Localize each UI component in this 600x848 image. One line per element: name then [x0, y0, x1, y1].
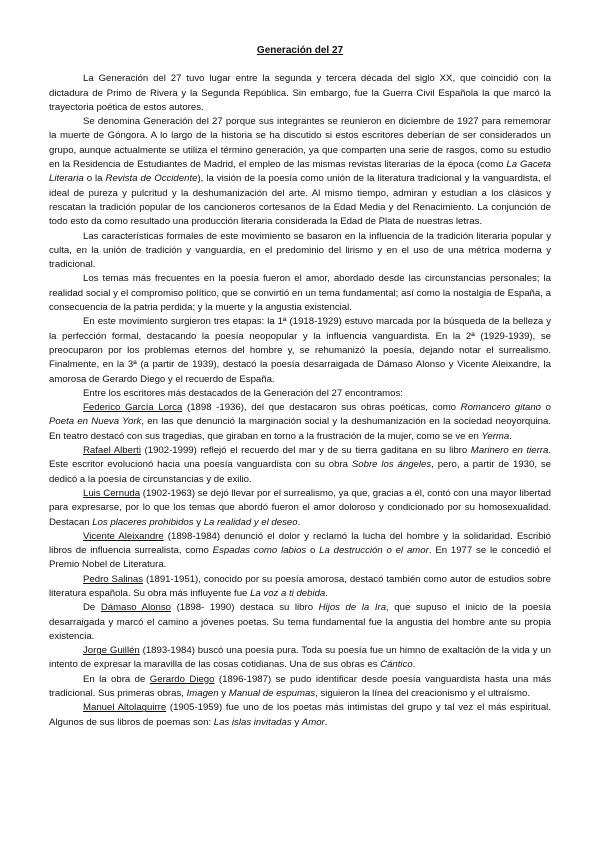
work-title: Manual de espumas	[228, 688, 316, 700]
document-body	[49, 72, 551, 730]
work-title: La realidad y el deseo	[203, 516, 298, 528]
text-run: y	[193, 516, 204, 528]
text-run: .	[297, 516, 301, 528]
paragraph	[49, 315, 551, 386]
work-title: Romancero gitano	[460, 402, 542, 414]
text-run: De	[83, 602, 101, 614]
paragraph	[49, 644, 551, 673]
work-title: Marinero en tierra	[470, 445, 549, 457]
paragraph	[49, 230, 551, 273]
text-run: .	[509, 430, 512, 442]
author-name: Pedro Salinas	[83, 573, 144, 585]
text-run: , siguieron la línea del creacionismo y el ultraísmo.	[315, 688, 531, 700]
text-run: (1905-1959) fue uno de los poetas más intimistas del grupo y tal vez el más espiritual. Algunos de sus libros de poemas son:	[49, 702, 551, 728]
author-name: Vicente Aleixandre	[83, 530, 164, 542]
paragraph	[49, 530, 551, 573]
paragraph	[49, 487, 551, 530]
paragraph	[49, 115, 551, 229]
text-run: .	[325, 587, 328, 599]
text-run: La Generación del 27 tuvo lugar entre la segunda y tercera década del siglo XX, que coincidió con la dictadura de Primo de Rivera y la Segunda República. Sin embargo, fue la Guerra Civil Española la que marcó la trayectoria poética de estos autores.	[49, 73, 551, 113]
paragraph	[49, 444, 551, 487]
document-title: Generación del 27	[256, 45, 344, 56]
text-run: . En 1977 se le concedió el Premio Nobel de Literatura.	[49, 545, 551, 571]
text-run: , en las que denunció la marginación social y la deshumanización en la sociedad neoyorquina. En teatro destacó con sus tragedias, que giraban en torno a la frustración de la mujer, como se ve en	[49, 416, 551, 442]
text-run: (1898 -1936), del que destacaron sus obras poéticas, como	[182, 402, 461, 414]
text-run: (1898-1984) denunció el dolor y reclamó la lucha del hombre y la solidaridad. Escribió libros de influencia surrealista, como	[49, 530, 551, 557]
text-run: Los temas más frecuentes en la poesía fueron el amor, abordado desde las circunstancias personales; la realidad social y el compromiso político, que se convirtió en un tema fundamental; así como la nostalgia de España, a consecuencia de la patria perdida; y la muerte y la angustia existencial.	[49, 273, 551, 314]
text-run: (1891-1951), conocido por su poesía amorosa, destacó también como autor de estudios sobre literatura española. Su obra más influyente fue	[49, 573, 552, 599]
paragraph	[49, 387, 551, 401]
work-title: Espadas como labios	[212, 545, 307, 557]
work-title: La Gaceta Literaria	[49, 159, 551, 185]
author-name: Luis Cernuda	[83, 487, 141, 499]
work-title: Poeta en Nueva York	[49, 416, 142, 428]
work-title: La voz a ti debida	[250, 587, 326, 599]
paragraph	[49, 573, 551, 602]
text-run: o la	[83, 173, 106, 185]
text-run: . Este escritor evolucionó hacia una poesía vanguardista con su obra	[49, 445, 551, 471]
text-run: Entre los escritores más destacados de la Generación del 27 encontramos:	[83, 387, 403, 399]
text-run: y	[291, 716, 302, 728]
paragraph	[49, 272, 551, 315]
text-run: Las características formales de este movimiento se basaron en la influencia de la tradición literaria popular y culta, en la unión de tradición y vanguardia, en el predominio del lirismo y en el uso de una métrica moderna y tradicional.	[49, 230, 551, 271]
work-title: Los placeres prohibidos	[92, 516, 194, 528]
work-title: Las islas invitadas	[213, 716, 292, 728]
author-name: Rafael Alberti	[83, 445, 141, 457]
work-title: Revista de Occidente	[105, 173, 198, 185]
text-run: (1896-1987) se pudo identificar desde poesía vanguardista hasta una más tradicional. Sus primeras obras,	[49, 673, 551, 700]
paragraph	[49, 673, 551, 702]
text-run: Se denomina Generación del 27 porque sus integrantes se reunieron en diciembre de 1927 para rememorar la muerte de Góngora. A lo largo de la historia se ha discutido si estos escritores deberían de ser considerados un grupo, aunque actualmente se utiliza el término generación, ya que comparten una serie de rasgos, como su estudio en la Residencia de Estudiantes de Madrid, el empleo de las mismas revistas literarias de la época (como	[49, 116, 551, 171]
work-title: Yerma	[481, 430, 510, 442]
author-name: Jorge Guillén	[83, 645, 140, 657]
text-run: (1902-1963) se dejó llevar por el surrealismo, ya que, gracias a él, contó con una mayor libertad para expresarse, por lo que los temas que abordó fueron el amor doloroso y condicionado por su homosexualidad. Destacan	[49, 487, 551, 528]
paragraph	[49, 701, 551, 730]
text-run: o	[541, 402, 551, 414]
text-run: En la obra de	[83, 673, 150, 685]
author-name: Dámaso Alonso	[100, 602, 171, 614]
work-title: Sobre los ángeles	[351, 459, 432, 471]
text-run: (1893-1984) buscó una poesía pura. Toda su poesía fue un himno de exaltación de la vida y un intento de expresar la maravilla de las cosas cotidianas. Una de sus obras es	[49, 645, 551, 671]
work-title: Cántico	[380, 659, 413, 671]
paragraph	[49, 601, 551, 644]
text-run: o	[306, 545, 320, 557]
text-run: , pero, a partir de 1930, se dedicó a la poesía de circunstancias y de exilio.	[49, 459, 552, 485]
author-name: Manuel Altolaguirre	[83, 702, 167, 714]
text-run: .	[412, 659, 416, 671]
text-run: En este movimiento surgieron tres etapas: la 1ª (1918-1929) estuvo marcada por la búsqueda de la belleza y la perfección formal, destacando la poesía neopopular y la influencia vanguardista. En la 2ª (1929-1939), se preocuparon por los problemas eternos del hombre y, se rehumanizó la poesía, dejando notar el surrealismo. Finalmente, en la 3ª (a partir de 1939), destacó la poesía desarraigada de Dámaso Alonso y Vicente Aleixandre, la amorosa de Gerardo Diego y el recuerdo de España.	[49, 316, 551, 385]
text-run: , que supuso el inicio de la poesía desarraigada y marcó el camino a jóvenes poetas. Su tema fundamental fue la angustia del hombre ante su propia existencia.	[49, 602, 552, 642]
text-run: (1902-1999) reflejó el recuerdo del mar y de su tierra gaditana en su libro	[140, 445, 471, 457]
text-run: y	[218, 688, 229, 700]
text-run: (1898- 1990) destaca su libro	[170, 602, 319, 614]
text-run: ), la visión de la poesía como unión de la literatura tradicional y la vanguardista, el ideal de pureza y pulcritud y la deshumanización del arte. Al mismo tiempo, admiran y estudian a los clásicos y rescatan la tradición popular de los cancioneros cortesanos de la Edad Media y del Renacimiento. La conjunción de todo esto da como resultado una producción literaria considerada la Edad de Plata de nuestras letras.	[49, 173, 551, 228]
work-title: La destrucción o el amor	[319, 545, 429, 557]
text-run: .	[324, 716, 328, 728]
paragraph	[49, 401, 551, 444]
work-title: Hijos de la Ira	[318, 602, 387, 614]
author-name: Gerardo Diego	[149, 673, 215, 685]
work-title: Imagen	[186, 688, 219, 700]
work-title: Amor	[301, 716, 325, 728]
author-name: Federico García Lorca	[83, 402, 183, 414]
paragraph	[49, 72, 551, 115]
